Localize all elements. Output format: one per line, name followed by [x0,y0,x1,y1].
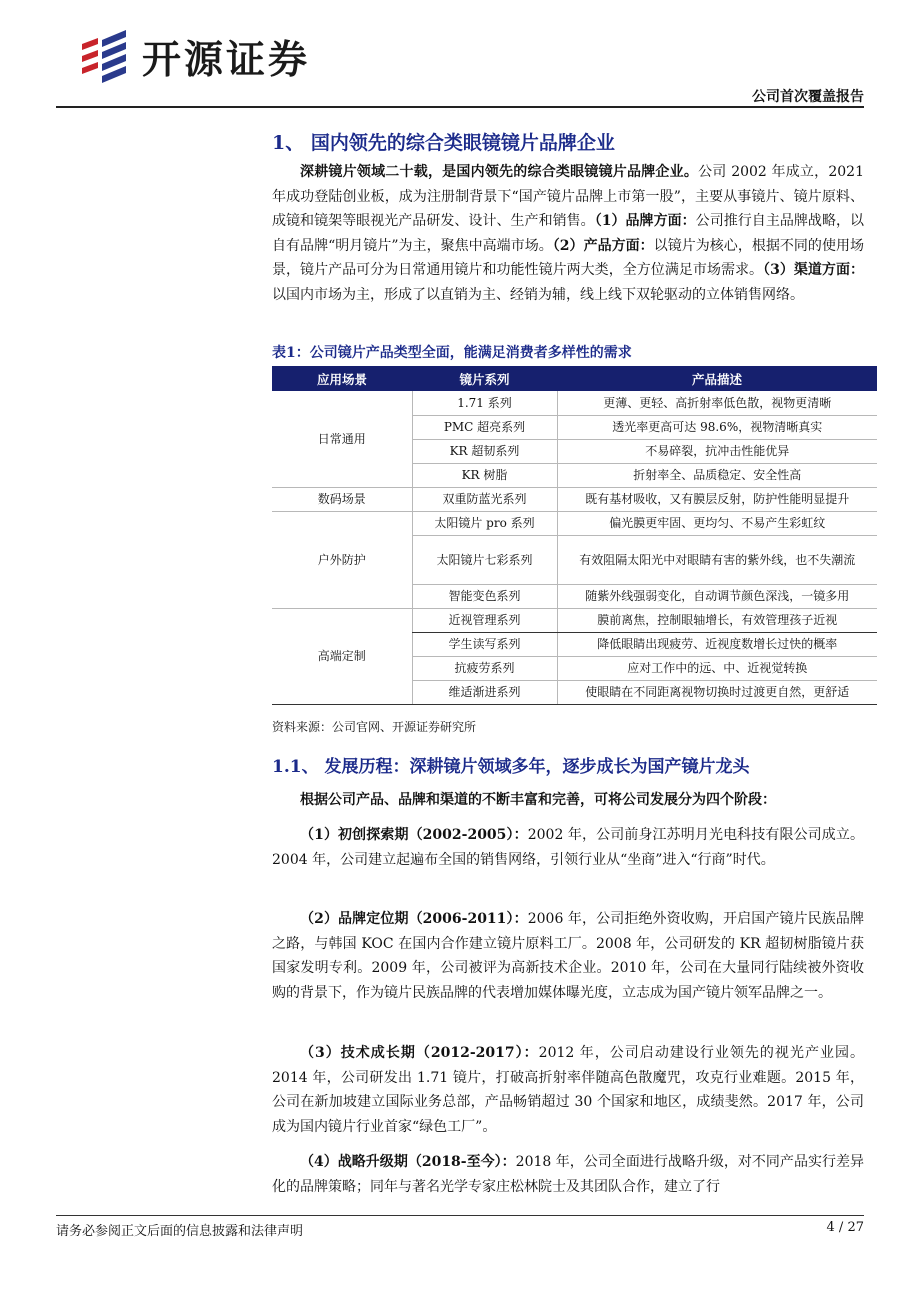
series-cell: KR 树脂 [412,463,557,487]
series-cell: 1.71 系列 [412,391,557,415]
table-title: 表1：公司镜片产品类型全面，能满足消费者多样性的需求 [272,345,632,361]
description-cell: 更薄、更轻、高折射率低色散，视物更清晰 [557,391,877,415]
description-cell: 随紫外线强弱变化，自动调节颜色深浅，一镜多用 [557,584,877,608]
intro-text-2: 公司推行自主品牌战略，以自有品牌“明月镜片”为主，聚焦中高端市场。 [272,213,864,254]
table-row [272,608,877,632]
stage-3-text: 2012 年，公司启动建设行业领先的视光产业园。2014 年，公司研发出 1.71 镜片，打破高折射率伴随高色散魔咒，攻克行业难题。2015 年，公司在新加坡建立国际业务总部，产品畅销超过 30 个国家和地区，成绩斐然。2017 年，公司成为国内镜片行业首家“绿色工厂”。 [272,1045,865,1135]
description-cell: 既有基材吸收，又有膜层反射，防护性能明显提升 [557,487,877,511]
scene-cell: 户外防护 [272,511,412,608]
header-series: 镜片系列 [412,366,557,391]
series-cell: 太阳镜片七彩系列 [412,535,557,584]
table-row [272,511,877,535]
series-cell: 维适渐进系列 [412,680,557,704]
table-header-row [272,366,877,391]
product-table [272,366,877,705]
logo-text: 开源证券 [142,38,311,83]
series-cell: KR 超韧系列 [412,439,557,463]
description-cell: 不易碎裂，抗冲击性能优异 [557,439,877,463]
description-cell: 应对工作中的远、中、近视觉转换 [557,656,877,680]
table-row [272,391,877,415]
intro-bold-3: （3）渠道方面： [763,262,864,278]
stage-4-paragraph [272,1150,864,1199]
stage-2-label: （2）品牌定位期（2006-2011）： [300,911,528,927]
footer-divider [56,1215,864,1216]
description-cell: 降低眼睛出现疲劳、近视度数增长过快的概率 [557,632,877,656]
intro-text-1: 公司 2002 年成立，2021 年成功登陆创业板，成为注册制背景下“国产镜片品牌上市第一股”，主要从事镜片、镜片原料、成镜和镜架等眼视光产品研发、设计、生产和销售。 [272,164,864,229]
header-divider [56,106,864,108]
description-cell: 透光率更高可达 98.6%，视物清晰真实 [557,415,877,439]
section-title: 1、 国内领先的综合类眼镜镜片品牌企业 [272,132,615,154]
intro-text-3: 以镜片为核心，根据不同的使用场景，镜片产品可分为日常通用镜片和功能性镜片两大类，全方位满足市场需求。 [272,237,864,278]
stage-1-text: 2002 年，公司前身江苏明月光电科技有限公司成立。2004 年，公司建立起遍布全国的销售网络，引领行业从“坐商”进入“行商”时代。 [272,827,864,868]
table-source: 资料来源：公司官网、开源证券研究所 [272,720,477,734]
intro-bold-1: （1）品牌方面： [594,213,696,229]
intro-lead: 深耕镜片领域二十载，是国内领先的综合类眼镜镜片品牌企业。 [300,164,699,180]
brand-logo [76,30,310,84]
report-type-label: 公司首次覆盖报告 [752,89,864,105]
series-cell: 双重防蓝光系列 [412,487,557,511]
scene-cell: 数码场景 [272,487,412,511]
logo-mark-icon [76,30,132,84]
stage-1-label: （1）初创探索期（2002-2005）： [300,827,528,843]
page-number: 4 / 27 [826,1220,864,1235]
series-cell: 抗疲劳系列 [412,656,557,680]
stage-3-label: （3）技术成长期（2012-2017）： [300,1045,539,1061]
intro-text-4: 以国内市场为主，形成了以直销为主、经销为辅，线上线下双轮驱动的立体销售网络。 [272,286,804,303]
series-cell: 智能变色系列 [412,584,557,608]
subsection-title: 1.1、 发展历程：深耕镜片领域多年，逐步成长为国产镜片龙头 [272,757,750,777]
description-cell: 偏光膜更牢固、更均匀、不易产生彩虹纹 [557,511,877,535]
series-cell: 太阳镜片 pro 系列 [412,511,557,535]
footer-disclaimer: 请务必参阅正文后面的信息披露和法律声明 [56,1224,304,1239]
intro-bold-2: （2）产品方面： [552,237,654,254]
stage-1-paragraph [272,823,864,872]
description-cell: 折射率全、品质稳定、安全性高 [557,463,877,487]
description-cell: 使眼睛在不同距离视物切换时过渡更自然，更舒适 [557,680,877,704]
description-cell: 有效阻隔太阳光中对眼睛有害的紫外线，也不失潮流 [557,535,877,584]
series-cell: 学生读写系列 [412,632,557,656]
stage-3-paragraph [272,1041,864,1139]
stages-intro-text: 根据公司产品、品牌和渠道的不断丰富和完善，可将公司发展分为四个阶段： [300,792,776,808]
header-description: 产品描述 [557,366,877,391]
stage-2-text: 2006 年，公司拒绝外资收购，开启国产镜片民族品牌之路，与韩国 KOC 在国内合作建立镜片原料工厂。2008 年，公司研发的 KR 超韧树脂镜片获国家发明专利。2009 年，公司被评为高新技术企业。2010 年，公司在大量同行陆续被外资收购的背景下，作为镜片民族品牌的代表增加媒体曝光度，立志成为国产镜片领军品牌之一。 [272,911,864,1001]
stage-2-paragraph [272,907,864,1005]
stage-4-text: 2018 年，公司全面进行战略升级，对不同产品实行差异化的品牌策略；同年与著名光学专家庄松林院士及其团队合作，建立了行 [272,1154,864,1195]
series-cell: PMC 超亮系列 [412,415,557,439]
scene-cell: 高端定制 [272,608,412,704]
stage-4-label: （4）战略升级期（2018-至今）： [300,1154,516,1170]
intro-paragraph [272,160,864,307]
description-cell: 膜前离焦，控制眼轴增长，有效管理孩子近视 [557,608,877,632]
header-scene: 应用场景 [272,366,412,391]
series-cell: 近视管理系列 [412,608,557,632]
table-row [272,487,877,511]
scene-cell: 日常通用 [272,391,412,487]
stages-intro [272,788,864,813]
